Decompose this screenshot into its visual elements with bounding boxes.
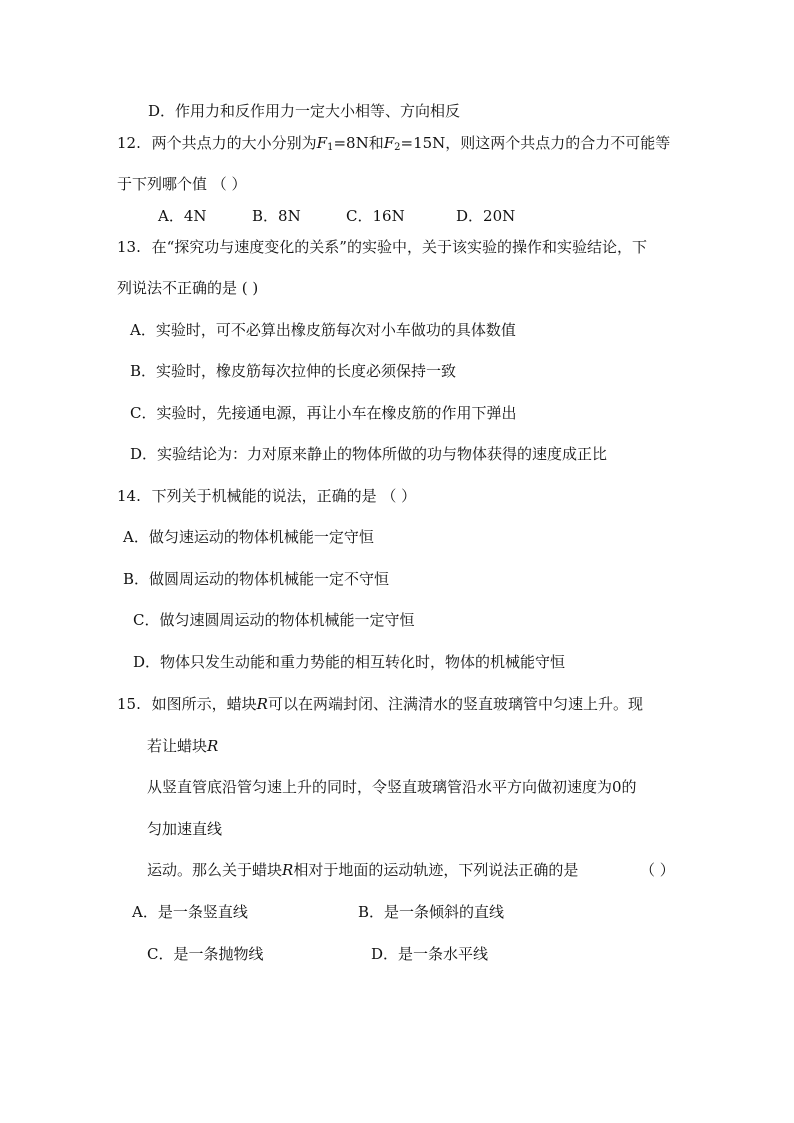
q15-option-b: B．是一条倾斜的直线 bbox=[358, 903, 505, 921]
q14-text-line1: 下列关于机械能的说法，正确的是 （ ） bbox=[151, 487, 417, 505]
q11-option-d: D．作用力和反作用力一定大小相等、方向相反 bbox=[148, 102, 461, 120]
q15-answer-paren: （ ） bbox=[640, 861, 675, 879]
q13-text-line1: 在“探究功与速度变化的关系”的实验中，关于该实验的操作和实验结论，下 bbox=[151, 238, 647, 256]
q12-option-b: B．8N bbox=[252, 207, 301, 225]
q15-r-symbol-2: R bbox=[207, 737, 219, 755]
q12-f2-symbol: F bbox=[383, 134, 395, 152]
q12-text-a: 两个共点力的大小分别为 bbox=[151, 134, 317, 152]
q12-option-c: C．16N bbox=[346, 207, 405, 225]
q14-number: 14. bbox=[117, 487, 141, 505]
q15-option-c: C．是一条抛物线 bbox=[147, 945, 264, 963]
q13-option-c: C．实验时，先接通电源，再让小车在橡皮筋的作用下弹出 bbox=[130, 404, 517, 422]
q12-number: 12. bbox=[117, 134, 141, 152]
q15-option-a: A．是一条竖直线 bbox=[132, 903, 248, 921]
q13-option-b: B．实验时，橡皮筋每次拉伸的长度必须保持一致 bbox=[130, 362, 457, 380]
q15-stem-line4: 匀加速直线 bbox=[147, 820, 223, 838]
q13-option-a: A．实验时，可不必算出橡皮筋每次对小车做功的具体数值 bbox=[130, 321, 516, 339]
q15-option-d: D．是一条水平线 bbox=[371, 945, 489, 963]
q15-stem-line3: 从竖直管底沿管匀速上升的同时，令竖直玻璃管沿水平方向做初速度为0的 bbox=[147, 778, 637, 796]
q12-stem-line2: 于下列哪个值 （ ） bbox=[117, 175, 247, 193]
q14-option-c: C．做匀速圆周运动的物体机械能一定守恒 bbox=[133, 611, 415, 629]
q12-stem-line1 bbox=[117, 133, 670, 158]
q15-stem-line5 bbox=[147, 860, 578, 880]
q13-number: 13. bbox=[117, 238, 141, 256]
q15-r-symbol-3: R bbox=[282, 861, 294, 879]
q15-line2-text: 若让蜡块 bbox=[147, 737, 208, 755]
q12-eq1: =8N和 bbox=[333, 134, 384, 152]
q13-stem-line2: 列说法不正确的是 ( ) bbox=[117, 279, 259, 297]
q15-stem-line2 bbox=[147, 736, 218, 756]
q12-f2-subscript: 2 bbox=[394, 142, 401, 153]
q14-option-a: A．做匀速运动的物体机械能一定守恒 bbox=[123, 528, 374, 546]
q12-f1-symbol: F bbox=[316, 134, 328, 152]
q13-option-d: D．实验结论为：力对原来静止的物体所做的功与物体获得的速度成正比 bbox=[130, 445, 608, 463]
q13-stem-line1 bbox=[117, 237, 647, 257]
q12-option-d: D．20N bbox=[456, 207, 516, 225]
q15-line5-b: 相对于地面的运动轨迹，下列说法正确的是 bbox=[293, 861, 579, 879]
q15-number: 15. bbox=[117, 695, 141, 713]
q12-f1-subscript: 1 bbox=[327, 142, 334, 153]
q15-text-a: 如图所示，蜡块 bbox=[151, 695, 257, 713]
q15-r-symbol: R bbox=[256, 695, 268, 713]
q15-text-b: 可以在两端封闭、注满清水的竖直玻璃管中匀速上升。现 bbox=[267, 695, 643, 713]
q12-eq2: =15N，则这两个共点力的合力不可能等 bbox=[400, 134, 671, 152]
q15-line5-a: 运动。那么关于蜡块 bbox=[147, 861, 283, 879]
q14-option-b: B．做圆周运动的物体机械能一定不守恒 bbox=[123, 570, 390, 588]
q15-stem-line1 bbox=[117, 694, 643, 714]
q14-option-d: D．物体只发生动能和重力势能的相互转化时，物体的机械能守恒 bbox=[133, 653, 566, 671]
q12-option-a: A．4N bbox=[158, 207, 207, 225]
q14-stem bbox=[117, 486, 416, 506]
